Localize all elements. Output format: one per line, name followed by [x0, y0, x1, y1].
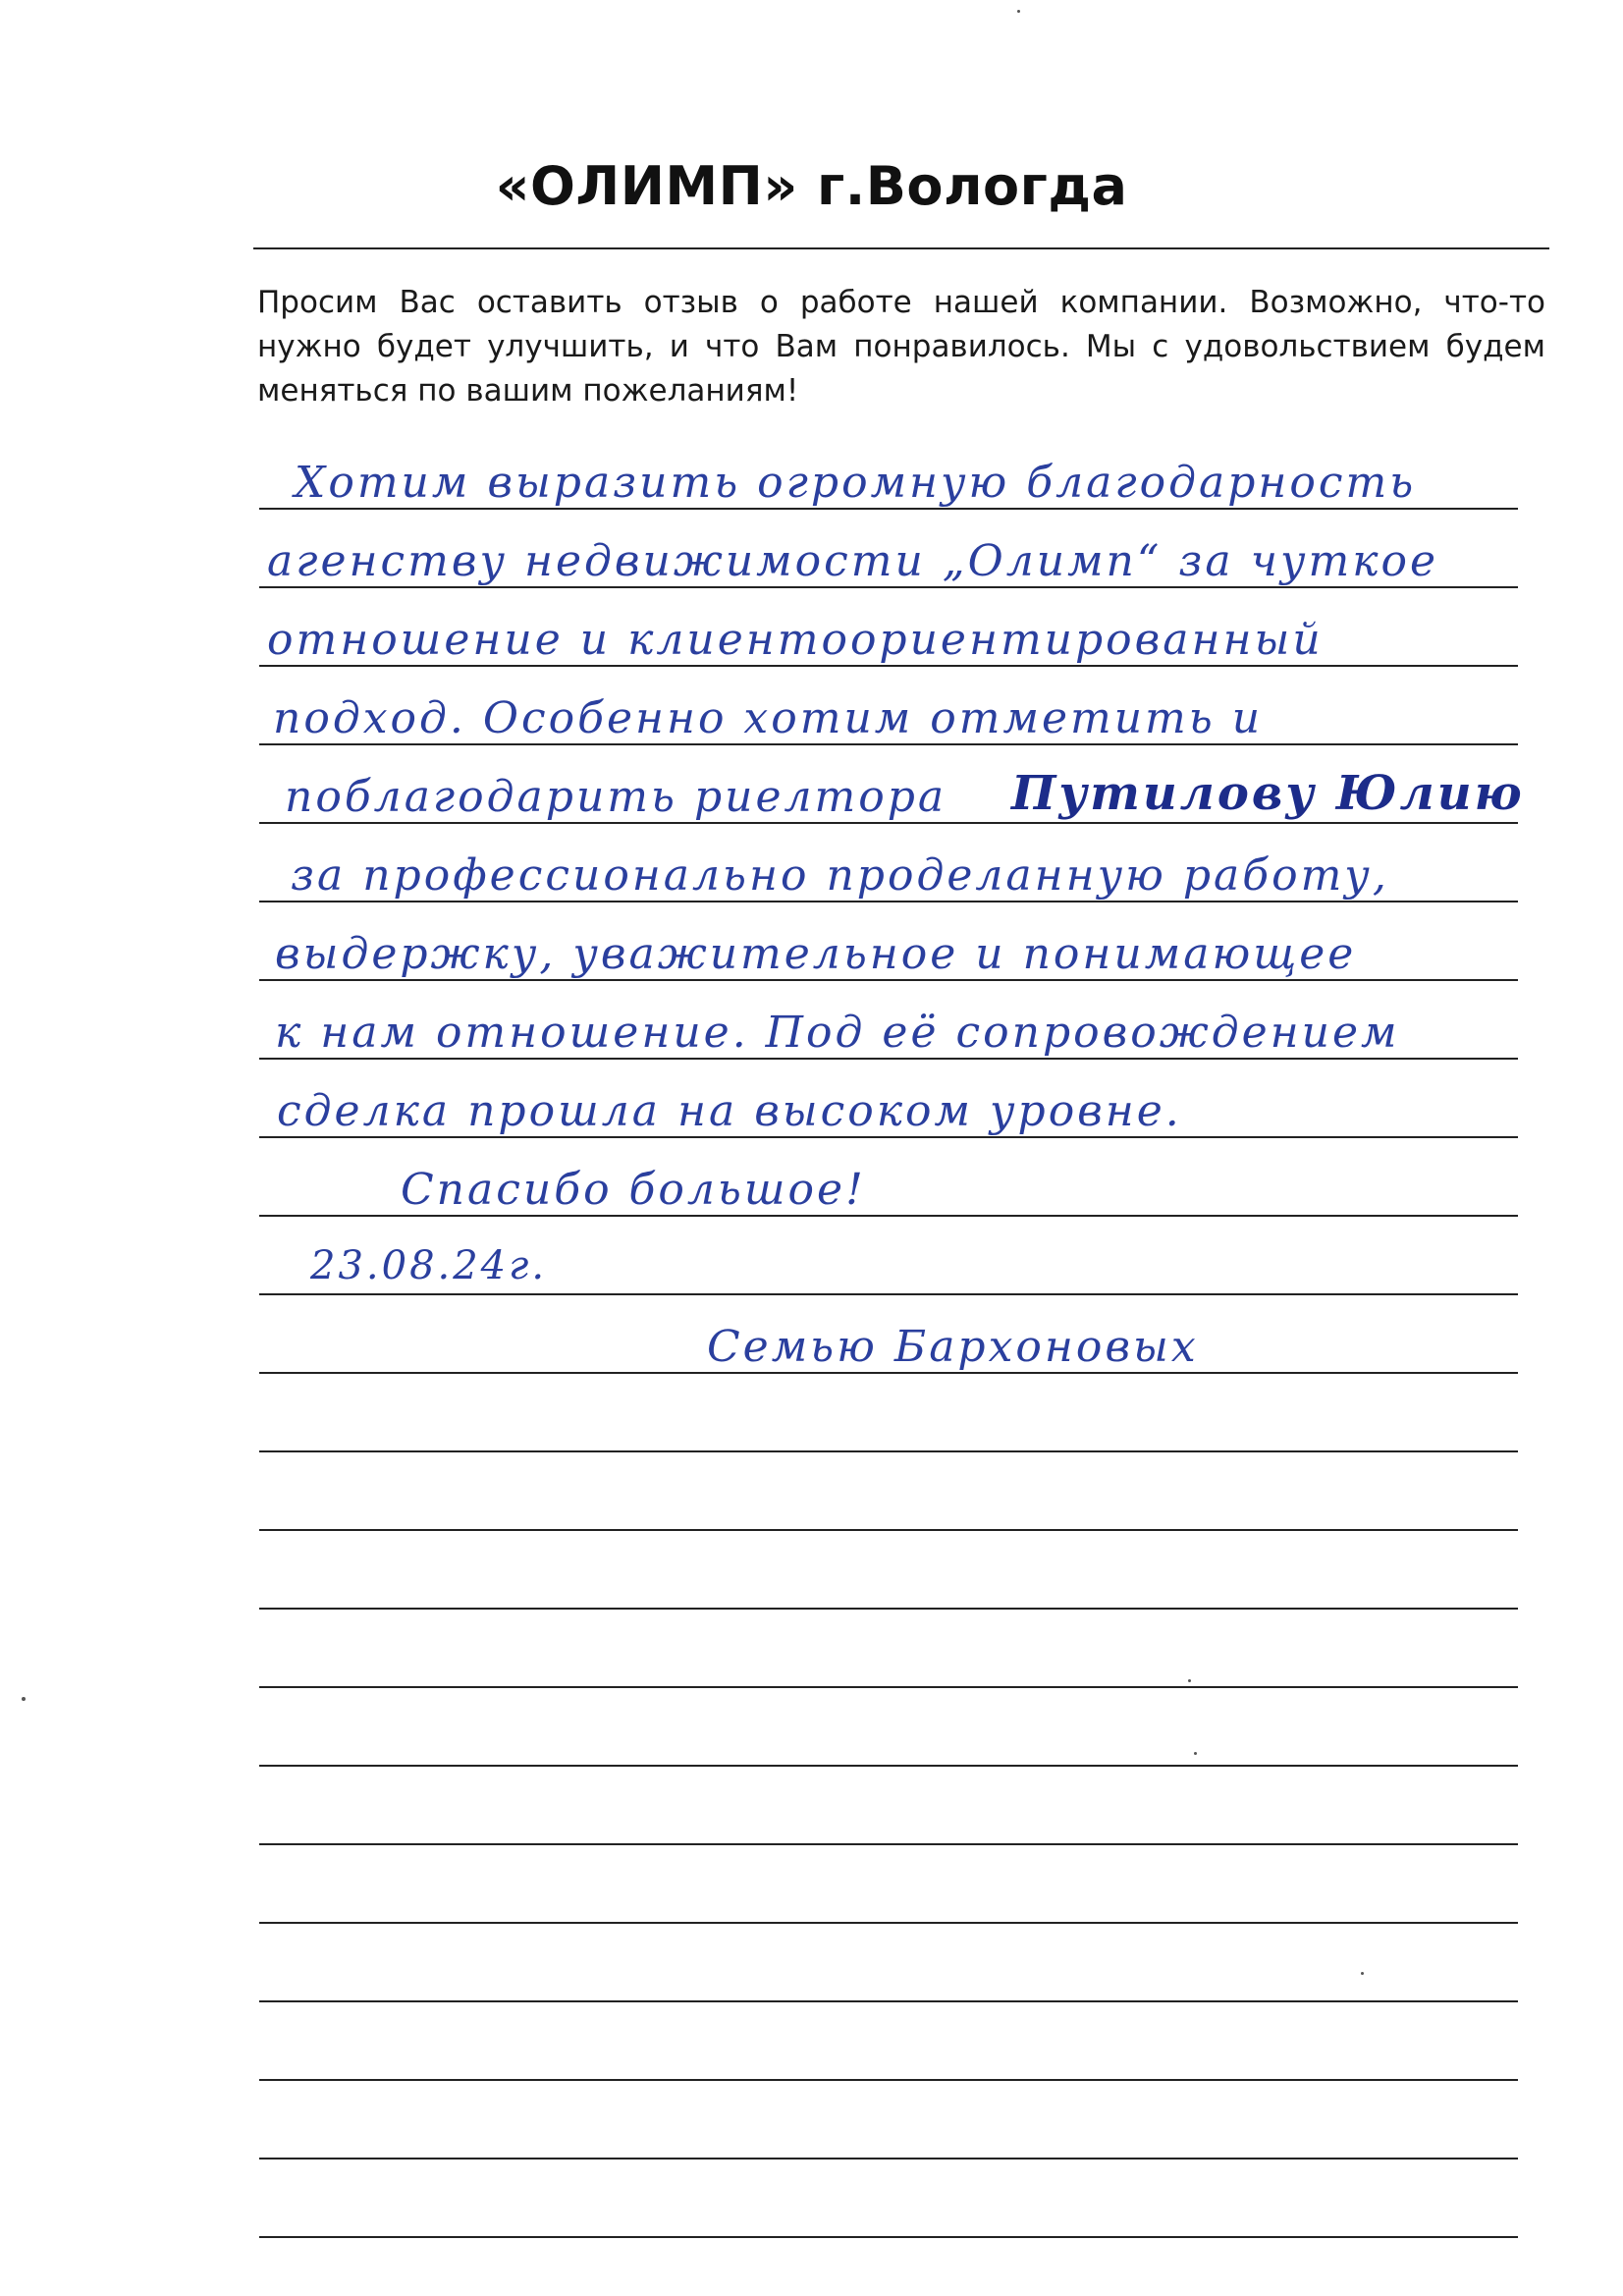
scan-speck — [1188, 1679, 1191, 1682]
review-line-6: за профессионально проделанную работу, — [291, 850, 1389, 901]
review-line-5: поблагодарить риелтора — [285, 772, 947, 822]
realtor-name: Путилову Юлию — [1011, 766, 1525, 821]
scan-speck — [22, 1697, 26, 1701]
review-date: 23.08.24г. — [310, 1243, 548, 1288]
review-line-1: Хотим выразить огромную благодарность — [295, 458, 1417, 508]
form-intro-text: Просим Вас оставить отзыв о работе нашей компании. Возможно, что-то нужно будет улучшить, и что Вам понравилось. Мы с удовольствием будем меняться по вашим пожеланиям! — [257, 285, 1545, 409]
scan-speck — [1194, 1752, 1197, 1755]
review-line-9: сделка прошла на высоком уровне. — [277, 1086, 1182, 1136]
review-line-4: подход. Особенно хотим отметить и — [273, 693, 1264, 743]
review-line-8: к нам отношение. Под её сопровождением — [275, 1008, 1400, 1058]
review-line-7: выдержку, уважительное и понимающее — [275, 929, 1357, 979]
review-closing: Спасибо большое! — [401, 1165, 866, 1215]
scan-speck — [1361, 1972, 1364, 1975]
scan-speck — [1017, 10, 1020, 13]
review-signature: Семью Бархоновых — [707, 1322, 1199, 1372]
review-line-2: агенству недвижимости „Олимп“ за чуткое — [267, 536, 1439, 586]
review-line-3: отношение и клиентоориентированный — [267, 615, 1324, 665]
form-title: «ОЛИМП» г.Вологда — [495, 155, 1128, 217]
